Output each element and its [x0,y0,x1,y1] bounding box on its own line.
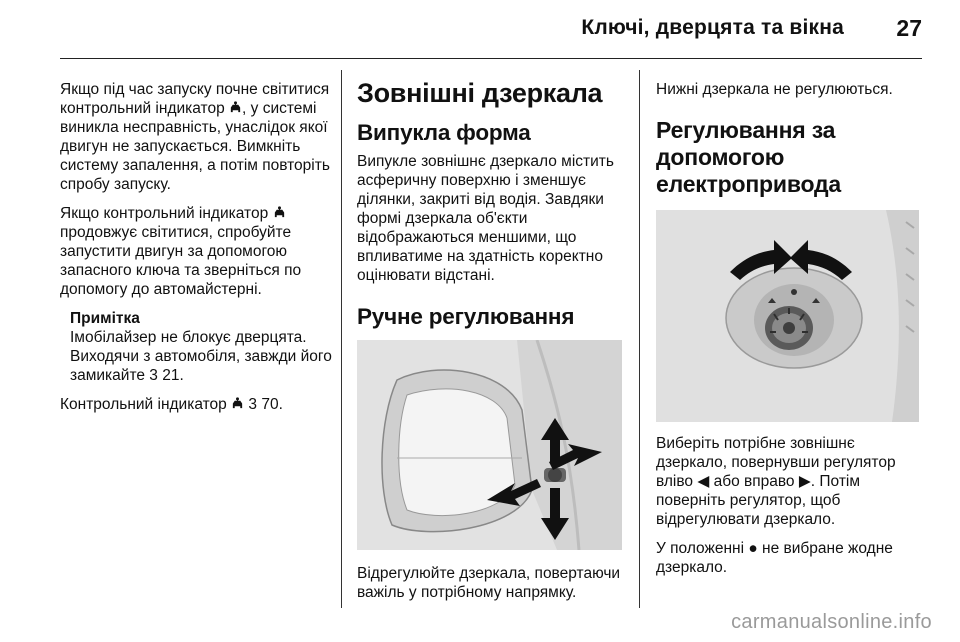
watermark: carmanualsonline.info [731,611,932,633]
section-heading: Зовнішні дзеркала [357,78,603,108]
subsection-heading: Випукла форма [357,120,531,145]
text: Контрольний індикатор [60,396,232,413]
manual-mirror-illustration [357,340,622,550]
header-rule [60,58,922,59]
page-header [0,0,960,66]
paragraph [60,395,332,414]
reference-arrow-icon: 3 [149,367,158,384]
electric-mirror-control-illustration [656,210,919,422]
paragraph: Випукле зовнішнє дзеркало містить асферичну поверхню і зменшує ділянки, закриті від водія. Завдяки формі дзеркала об'єкти відображаються меншими, що впливатиме на здатність коректно оцінювати відстані. [357,153,614,284]
paragraph [60,204,332,299]
immobiliser-indicator-icon [231,397,244,410]
note-text: Імобілайзер не блокує дверцята. Виходячи з автомобіля, завжди його замикайте [70,329,332,384]
note-title: Примітка [70,310,140,327]
text: Якщо під час запуску почне світитися контрольний індикатор [60,81,330,117]
header-title: Ключі, дверцята та вікна [581,16,844,39]
page-number: 27 [896,15,922,41]
page-reference[interactable]: 70. [261,396,283,413]
immobiliser-indicator-icon [229,101,242,114]
paragraph: У положенні ● не вибране жодне дзеркало. [656,540,893,576]
text: продовжує світитися, спробуйте запустити двигун за допомогою запасного ключа та зверніться по допомогу до автомайстерні. [60,224,302,298]
subsection-heading: Ручне регулювання [357,304,575,329]
column-left [60,80,332,424]
column-middle [357,78,627,612]
column-right [656,80,926,587]
section-heading: Регулювання за допомогою електропривода [656,117,842,197]
paragraph: Нижні дзеркала не регулюються. [656,81,893,98]
text: Якщо контрольний індикатор [60,205,273,222]
column-divider [341,70,342,608]
column-divider [639,70,640,608]
figure-caption: Відрегулюйте дзеркала, повертаючи важіль у потрібному напрямку. [357,565,621,601]
note-block [70,309,332,385]
immobiliser-indicator-icon [273,206,286,219]
reference-arrow-icon: 3 [248,396,258,413]
paragraph [60,80,332,194]
page-reference[interactable]: 21. [162,367,184,384]
paragraph: Виберіть потрібне зовнішнє дзеркало, повернувши регулятор вліво ◀ або вправо ▶. Потім поверніть регулятор, щоб відрегулювати дзеркало. [656,435,896,528]
text: , у системі виникла несправність, унаслідок якої двигун не запускається. Вимкніть систему запалення, а потім повторіть спробу запуску. [60,100,330,193]
